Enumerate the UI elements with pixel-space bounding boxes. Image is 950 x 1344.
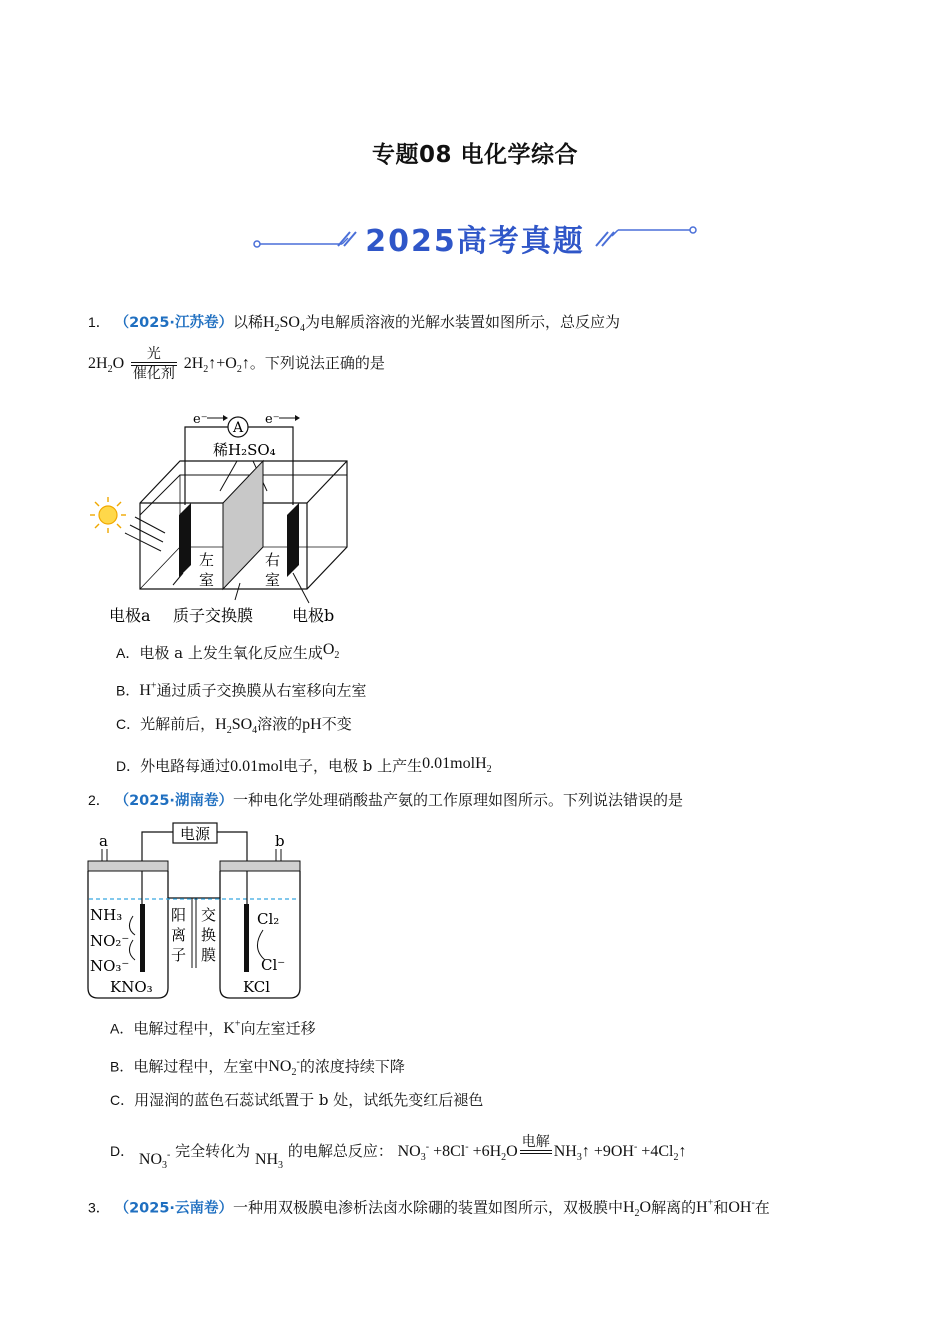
electron-left-label: e⁻ xyxy=(193,412,208,427)
q2-option-a: A．电解过程中，K+向左室迁移 xyxy=(110,1019,316,1038)
membrane-char-2: 离 xyxy=(171,926,187,944)
power-label: 电源 xyxy=(179,825,211,843)
q1-option-d: D．外电路每通过0.01mol电子，电极 b 上产生0.01molH$_2$ xyxy=(116,755,492,776)
electrode-b-label: 电极b xyxy=(292,606,335,625)
right-room-label-1: 右 xyxy=(265,551,281,569)
nh3-label: NH₃ xyxy=(90,906,123,924)
right-room-label-2: 室 xyxy=(265,571,281,589)
membrane-char-4: 交 xyxy=(201,906,217,924)
sun-icon xyxy=(90,497,126,533)
left-room-label-1: 左 xyxy=(199,551,215,569)
q2-stem: 2． （2025·湖南卷）一种电化学处理硝酸盐产氨的工作原理如图所示。下列说法错误的是 xyxy=(88,791,683,809)
q1-cell-diagram xyxy=(85,405,360,630)
membrane-char-1: 阳 xyxy=(171,906,187,924)
q1-equation: $2H_2O$ $\frac{\text{光}}{\text{催化剂}}$ $2H_2↑+O_2↑$。下列说法正确的是 xyxy=(88,346,385,382)
membrane-char-3: 子 xyxy=(171,946,187,964)
q1-source: （2025·江苏卷） xyxy=(114,315,233,331)
electrolyte-label: 稀H₂SO₄ xyxy=(213,441,276,459)
ammeter-label: A xyxy=(232,420,244,436)
cl2-label: Cl₂ xyxy=(257,910,280,928)
q3-stem: 3． （2025·云南卷）一种用双极膜电渗析法卤水除硼的装置如图所示，双极膜中$H_2O$解离的H+和OH-在 xyxy=(88,1198,770,1220)
q2-option-c: C．用湿润的蓝色石蕊试纸置于 b 处，试纸先变红后褪色 xyxy=(110,1091,484,1109)
electron-right-label: e⁻ xyxy=(265,412,280,427)
cl-ion-label: Cl⁻ xyxy=(261,956,286,974)
q2-option-d: D． $NO_3^-$ 完全转化为 $NH_3$ 的电解总反应： $NO_3^- +8Cl^- +6H_2O$ 电解 $NH_3↑ +9OH^-$ $+4Cl_2↑$ xyxy=(110,1134,687,1172)
membrane-label: 质子交换膜 xyxy=(173,606,254,625)
port-a-label: a xyxy=(99,832,108,850)
q1-option-a: A．电极 a 上发生氧化反应生成$O_2$ xyxy=(116,641,340,662)
banner-title: 2025高考真题 xyxy=(365,224,585,259)
left-room-label-2: 室 xyxy=(199,571,215,589)
membrane-char-5: 换 xyxy=(201,926,217,944)
kno3-label: KNO₃ xyxy=(110,978,153,996)
q2-number: 2． xyxy=(88,792,110,808)
kcl-label: KCl xyxy=(243,978,271,996)
q1-option-c: C．光解前后，$H_2SO_4$溶液的pH不变 xyxy=(116,715,352,737)
q3-source: （2025·云南卷） xyxy=(114,1200,233,1217)
q2-option-b: B．电解过程中，左室中$NO_2^-$的浓度持续下降 xyxy=(110,1057,405,1079)
electrode-a-label: 电极a xyxy=(109,606,151,625)
q1-number: 1． xyxy=(88,314,110,330)
port-b-label: b xyxy=(275,832,285,850)
membrane-char-6: 膜 xyxy=(201,946,217,964)
q2-source: （2025·湖南卷） xyxy=(114,793,233,809)
q2-cell-diagram xyxy=(85,820,305,1002)
q3-number: 3． xyxy=(88,1199,110,1216)
no2-label: NO₂⁻ xyxy=(90,932,130,950)
q1-stem: 1． （2025·江苏卷）以稀$H_2SO_4$为电解质溶液的光解水装置如图所示，总反应为 xyxy=(88,313,620,335)
page-title: 专题08 电化学综合 xyxy=(371,142,578,168)
q1-option-b: B．H+通过质子交换膜从右室移向左室 xyxy=(116,681,367,700)
no3-label: NO₃⁻ xyxy=(90,957,130,975)
